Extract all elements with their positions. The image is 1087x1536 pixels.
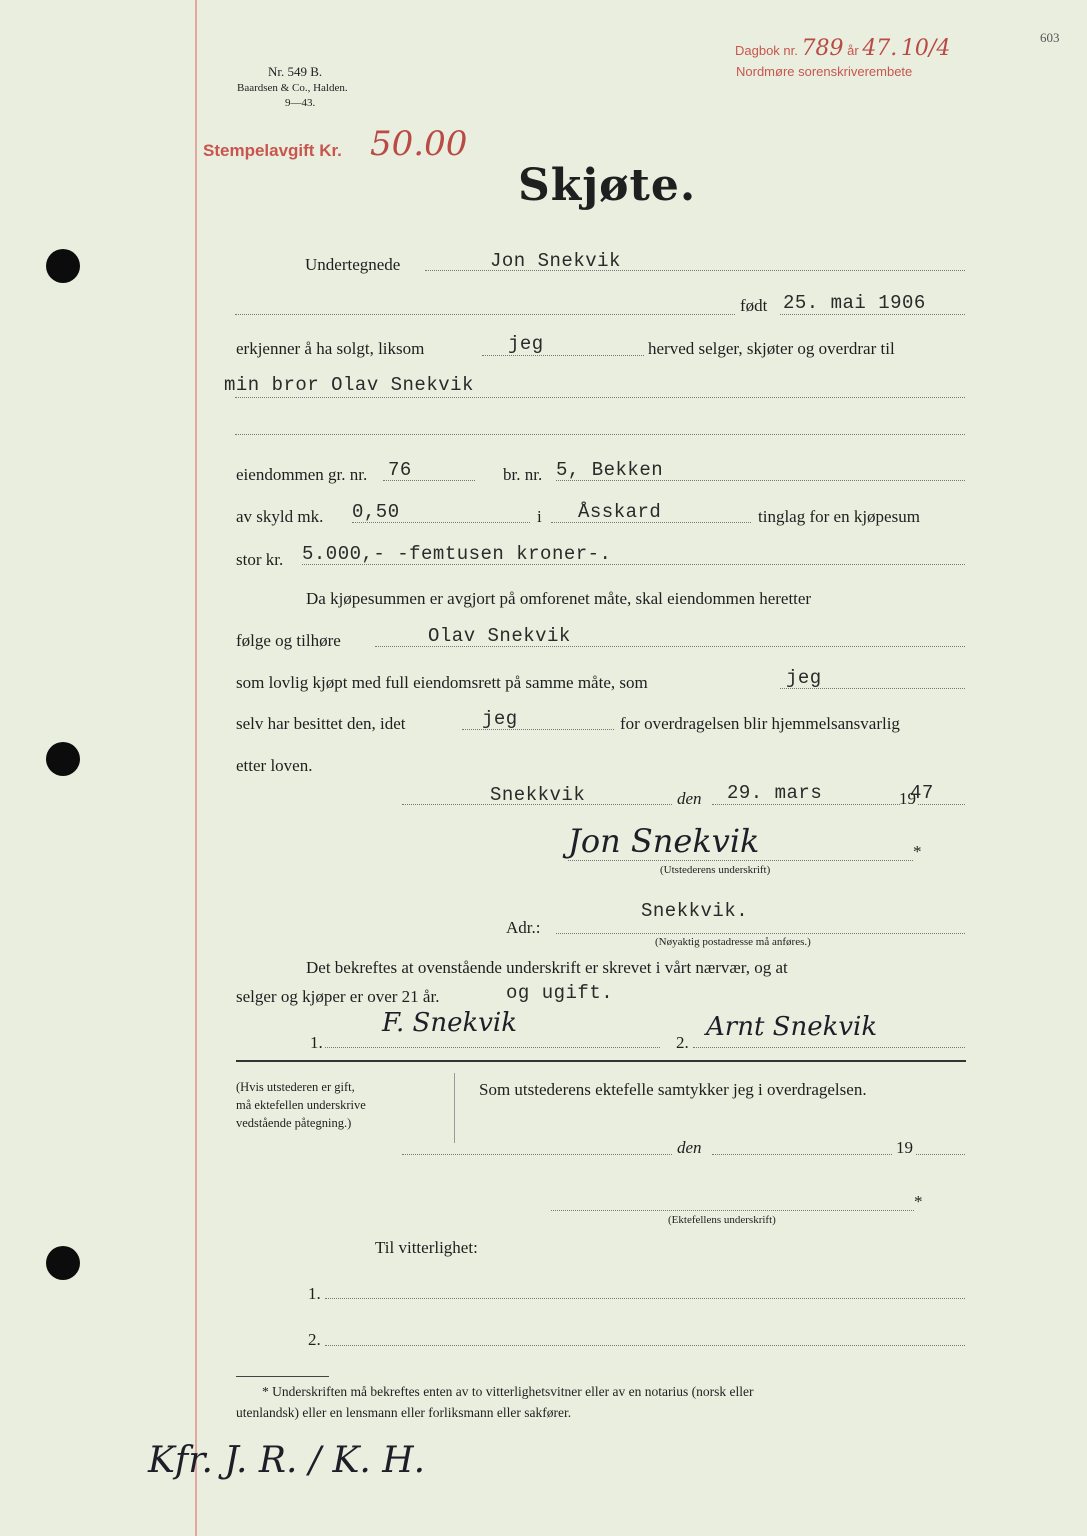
year-label: år [847, 43, 859, 58]
printer-firm: Baardsen & Co., Halden. [237, 82, 348, 94]
folio-value: 10/4 [900, 36, 951, 61]
confirm-added: og ugift. [506, 982, 614, 1004]
witness-2-signature: Arnt Snekvik [706, 1012, 878, 1042]
erkjenner-value: jeg [508, 333, 544, 355]
signature-caption: (Utstederens underskrift) [660, 864, 771, 876]
vitterlighet-label: Til vitterlighet: [375, 1238, 478, 1257]
seller-signature: Jon Snekvik [568, 822, 760, 860]
confirm-line-1: Det bekreftes at ovenstående underskrift er skrevet i vårt nærvær, og at [306, 958, 788, 977]
purchase-sum: 5.000,- -femtusen kroner-. [302, 543, 612, 565]
footnote-line-1: * Underskriften må bekreftes enten av to vitterlighetsvitner eller av en notarius (norsk eller [262, 1384, 754, 1399]
dagbok-label: Dagbok nr. [735, 43, 798, 58]
year-prefix: 19 [899, 789, 916, 808]
spouse-note: (Hvis utstederen er gift, må ektefellen underskrive vedstående påtegning.) [236, 1080, 366, 1130]
spouse-consent-text: Som utstederens ektefelle samtykker jeg i overdragelsen. [479, 1080, 867, 1099]
witness-1-signature: F. Snekvik [382, 1008, 517, 1038]
stempelavgift-label: Stempelavgift Kr. [203, 141, 342, 160]
confirm-line-2: selger og kjøper er over 21 år. [236, 987, 440, 1006]
herved-label: herved selger, skjøter og overdrar til [648, 339, 895, 358]
dagbok-stamp [735, 36, 950, 61]
section-rule [236, 1060, 966, 1062]
dagbok-value: 789 [801, 36, 844, 61]
punch-hole [46, 742, 80, 776]
adr-label: Adr.: [506, 918, 541, 937]
footnote-line-2: utenlandsk) eller en lensmann eller forliksmann eller sakfører. [236, 1405, 572, 1420]
birth-date: 25. mai 1906 [783, 292, 926, 314]
place-value: Snekkvik [490, 784, 586, 806]
year-value: 47. [862, 36, 898, 61]
year-suffix: 47 [910, 782, 934, 804]
punch-hole [46, 249, 80, 283]
folge-value: Olav Snekvik [428, 625, 571, 647]
seller-name: Jon Snekvik [490, 250, 621, 272]
date-value: 29. mars [727, 782, 823, 804]
stempelavgift-value: 50.00 [370, 124, 468, 164]
margin-rule [195, 0, 197, 1536]
vitne-1-label: 1. [308, 1284, 321, 1303]
office-stamp: Nordmøre sorenskriverembete [736, 64, 913, 79]
gr-nr-label: eiendommen gr. nr. [236, 465, 368, 484]
page-number: 603 [1040, 30, 1060, 45]
bottom-handwritten-note: Kfr. J. R. / K. H. [148, 1440, 426, 1481]
buyer-line: min bror Olav Snekvik [224, 374, 474, 396]
punch-hole [46, 1246, 80, 1280]
i-value: Åsskard [578, 501, 662, 523]
den-label: den [677, 789, 702, 808]
undertegnede-label: Undertegnede [305, 255, 401, 274]
som-lovlig-value: jeg [786, 667, 822, 689]
printer-nr: Nr. 549 B. [268, 64, 323, 79]
printer-date: 9—43. [285, 97, 316, 109]
som-lovlig-label: som lovlig kjøpt med full eiendomsrett på samme måte, som [236, 673, 648, 692]
spouse-signature-caption: (Ektefellens underskrift) [668, 1214, 776, 1226]
fodt-label: født [740, 296, 768, 315]
tinglag-label: tinglag for en kjøpesum [758, 507, 920, 526]
br-nr-label: br. nr. [503, 465, 543, 484]
adr-value: Snekkvik. [641, 900, 749, 922]
for-overdragelsen-label: for overdragelsen blir hjemmelsansvarlig [620, 714, 900, 733]
document-title: Skjøte. [518, 160, 697, 211]
stor-kr-label: stor kr. [236, 550, 284, 569]
erkjenner-label: erkjenner å ha solgt, liksom [236, 339, 425, 358]
adr-caption: (Nøyaktig postadresse må anføres.) [655, 936, 811, 948]
spouse-den-label: den [677, 1138, 702, 1157]
selv-label: selv har besittet den, idet [236, 714, 406, 733]
i-label: i [537, 507, 542, 526]
selv-value: jeg [482, 708, 518, 730]
folge-label: følge og tilhøre [236, 631, 341, 650]
deed-page: Nr. 549 B. Baardsen & Co., Halden. 9—43. Dagbok nr. 789 år 47. 10/4 603 Nordmøre sorenskriverembete Stempelavgift Kr. 50.00 Skjøte. Undertegnede Jon Snekvik født 25. mai 1906 erkjenner å ha solgt, liksom jeg herved selger, skjøter og overdrar til min bror Olav Snekvik eiendommen gr. nr. 76 br. nr. 5, Bekken av skyld mk. 0,50 i Åsskard tinglag for en kjøpesum stor kr. 5.000,- -femtusen kroner-. Da kjøpesummen er avgjort på omforenet måte, skal eiendommen heretter følge og tilhøre Olav Snekvik som lovlig kjøpt med full eiendomsrett på samme måte, som jeg selv har besittet den, idet jeg for overdragelsen blir hjemmelsansvarlig etter loven. Snekkvik den 29. mars 19 47 Jon Snekvik * (Utstederens underskrift) Adr.: Snekkvik. (Nøyaktig postadresse må anføres.) Det bekreftes at ovenstående underskrift er skrevet i vårt nærvær, og at selger og kjøper er over 21 år. og ugift. 1. F. Snekvik 2. Arnt Snekvik (Hvis utstederen er gift, må ektefellen underskrive vedstående påtegning.) Som utstederens ektefelle samtykker jeg i overdragelsen. den 19 * (Ektefellens underskrift) Til vitterlighet: 1. 2. * Underskriften må bekreftes enten av to vitterlighetsvitner eller av en notarius (norsk eller utenlandsk) eller en lensmann eller forliksmann eller sakfører. Kfr. J. R. / K. H. [0, 0, 1087, 1536]
paragraph-1: Da kjøpesummen er avgjort på omforenet måte, skal eiendommen heretter [306, 589, 812, 608]
etter-loven: etter loven. [236, 756, 313, 775]
skyld-label: av skyld mk. [236, 507, 324, 526]
gr-nr-value: 76 [388, 459, 412, 481]
spouse-year-prefix: 19 [896, 1138, 913, 1157]
witness-2-label: 2. [676, 1033, 689, 1052]
witness-1-label: 1. [310, 1033, 323, 1052]
br-nr-value: 5, Bekken [556, 459, 664, 481]
vitne-2-label: 2. [308, 1330, 321, 1349]
skyld-value: 0,50 [352, 501, 400, 523]
